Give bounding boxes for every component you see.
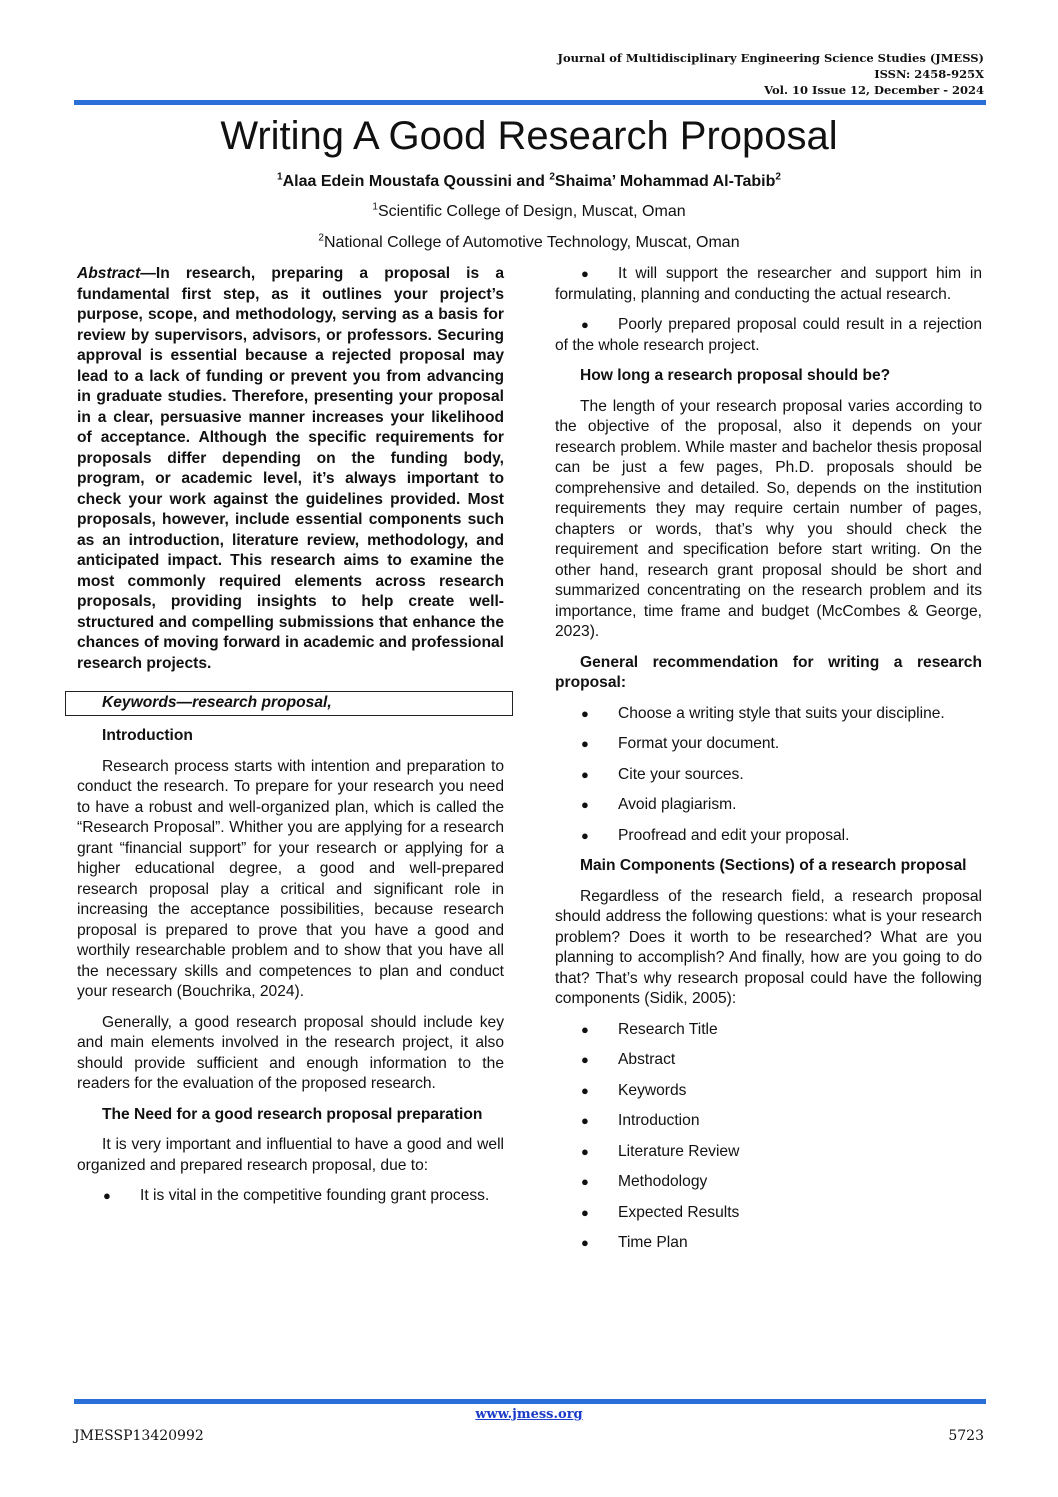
bullet-icon: ●	[103, 1188, 111, 1203]
list-item-text: Choose a writing style that suits your discipline.	[618, 704, 945, 722]
journal-header	[384, 50, 984, 98]
list-item	[555, 1172, 982, 1193]
introduction-paragraph-1: Research process starts with intention and preparation to conduct the research. To prepare for your research you need to have a robust and well-organized plan, which is called the “Research Proposal”. Whither you are applying for a research grant “financial support” for your research or applying for a higher educational degree, a good and well-prepared research proposal play a critical and significant role in increasing the acceptance possibilities, because research proposal is prepared to prove that you have a good and worthily researchable problem and to show that you have all the necessary skills and competences to plan and conduct your research (Bouchrika, 2024).	[77, 757, 504, 1000]
general-heading: General recommendation for writing a research proposal:	[555, 653, 982, 691]
list-item-text: Literature Review	[618, 1142, 740, 1160]
bullet-icon: ●	[581, 736, 589, 751]
affiliation-2-text: National College of Automotive Technology, Muscat, Oman	[323, 234, 740, 251]
bullet-icon: ●	[581, 1052, 589, 1067]
list-item-text: Time Plan	[618, 1234, 688, 1251]
list-item-text: Expected Results	[618, 1203, 740, 1221]
bullet-icon: ●	[581, 1082, 589, 1098]
footer-rule	[74, 1399, 986, 1404]
list-item	[555, 826, 982, 847]
list-item	[555, 1142, 982, 1163]
bullet-icon: ●	[581, 1113, 589, 1128]
list-item-text: Proofread and edit your proposal.	[618, 826, 850, 844]
list-item	[555, 1081, 982, 1102]
bullet-icon: ●	[581, 1204, 589, 1220]
abstract-text: —In research, preparing a proposal is a fundamental first step, as it outlines your project’s purpose, scope, and methodology, serving as a basis for review by supervisors, advisors, or professors. Securing approval is essential because a rejected proposal may lead to a lack of funding or prevent you from advancing in graduate studies. Therefore, presenting your proposal in a clear, persuasive manner increases your likelihood of acceptance. Although the specific requirements for proposals differ depending on the funding body, program, or academic level, it’s always important to check your work against the guidelines provided. Most proposals, however, include essential components such as an introduction, literature review, methodology, and anticipated impact. This research aims to examine the most commonly required elements across research proposals, providing insights to help create well-structured and compelling submissions that enhance the chances of moving forward in academic and professional research projects.	[77, 265, 504, 672]
list-item	[555, 1050, 982, 1071]
list-item	[555, 1203, 982, 1224]
list-item	[555, 1111, 982, 1132]
list-item	[555, 315, 982, 356]
bullet-icon: ●	[581, 766, 589, 782]
length-heading: How long a research proposal should be?	[580, 367, 891, 384]
list-item-text: Cite your sources.	[618, 765, 744, 783]
bullet-icon: ●	[581, 1174, 589, 1189]
affiliation-1-text: Scientific College of Design, Muscat, Oman	[377, 203, 686, 220]
list-item-text: Introduction	[618, 1112, 700, 1129]
keywords-box: Keywords—research proposal,	[65, 691, 513, 716]
components-paragraph: Regardless of the research field, a research proposal should address the following questions: what is your research problem? Does it worth to be researched? What are you planning to accomplish? And finally, how are you going to do that? That’s why research proposal could have the following components (Sidik, 2005):	[555, 887, 982, 1007]
author2-superscript: 2	[549, 171, 555, 183]
journal-website-link[interactable]: www.jmess.org	[475, 1407, 583, 1422]
list-item-text: Keywords	[618, 1081, 687, 1099]
introduction-heading: Introduction	[102, 727, 193, 744]
list-item-text: Poorly prepared proposal could result in a rejection of the whole research project.	[555, 316, 982, 354]
list-item	[77, 1186, 504, 1207]
left-column	[77, 264, 504, 1217]
bullet-icon: ●	[581, 266, 589, 281]
need-heading: The Need for a good research proposal preparation	[102, 1105, 483, 1123]
introduction-paragraph-2: Generally, a good research proposal should include key and main elements involved in the research project, it also should provide sufficient and enough information to the readers for the evaluation of the proposed research.	[77, 1013, 504, 1092]
affiliation-1	[0, 202, 1058, 222]
affiliation-2-superscript: 2	[318, 232, 324, 244]
bullet-icon: ●	[581, 1235, 589, 1250]
header-rule	[74, 100, 986, 105]
author2-affil-superscript: 2	[775, 171, 781, 183]
bullet-icon: ●	[581, 797, 589, 812]
list-item-text: It is vital in the competitive founding grant process.	[140, 1187, 490, 1204]
author1-name: Alaa Edein Moustafa Qoussini and	[282, 173, 550, 190]
abstract	[77, 264, 504, 674]
right-column	[555, 264, 982, 1264]
list-item	[555, 1020, 982, 1041]
journal-name: Journal of Multidisciplinary Engineering Science Studies (JMESS)	[557, 51, 984, 65]
author2-name: Shaima’ Mohammad Al-Tabib	[554, 173, 776, 190]
author1-superscript: 1	[277, 171, 283, 183]
author-line	[0, 172, 1058, 192]
list-item	[555, 704, 982, 725]
bullet-icon: ●	[581, 1143, 589, 1159]
length-paragraph: The length of your research proposal varies according to the objective of the proposal, also it depends on your research problem. While master and bachelor thesis proposal can be just a few pages, Ph.D. proposals should be comprehensive and detailed. So, depends on the institution requirements they may require certain number of pages, chapters or words, that’s why you should check the requirement and specification before start writing. On the other hand, research grant proposal should be short and summarized concentrating on the research problem and its importance, time frame and budget (McCombes & George, 2023).	[555, 397, 982, 640]
bullet-icon: ●	[581, 317, 589, 332]
list-item-text: Avoid plagiarism.	[618, 796, 737, 813]
list-item	[555, 264, 982, 305]
journal-volume: Vol. 10 Issue 12, December - 2024	[764, 83, 984, 97]
bullet-icon: ●	[581, 827, 589, 843]
list-item-text: It will support the researcher and support him in formulating, planning and conducting the actual research.	[555, 265, 982, 303]
list-item	[555, 795, 982, 816]
affiliation-1-superscript: 1	[372, 201, 378, 213]
list-item	[555, 1233, 982, 1254]
list-item-text: Research Title	[618, 1020, 718, 1038]
list-item-text: Format your document.	[618, 735, 780, 752]
bullet-icon: ●	[581, 1021, 589, 1037]
need-paragraph: It is very important and influential to have a good and well organized and prepared research proposal, due to:	[77, 1136, 504, 1174]
components-heading: Main Components (Sections) of a research proposal	[580, 857, 967, 874]
list-item-text: Methodology	[618, 1173, 708, 1190]
journal-issn: ISSN: 2458-925X	[874, 67, 984, 81]
abstract-label: Abstract	[77, 265, 141, 282]
paper-id: JMESSP13420992	[74, 1428, 204, 1444]
page-number: 5723	[948, 1428, 984, 1444]
list-item-text: Abstract	[618, 1051, 676, 1068]
list-item	[555, 765, 982, 786]
bullet-icon: ●	[581, 705, 589, 721]
affiliation-2	[0, 233, 1058, 253]
paper-title: Writing A Good Research Proposal	[220, 114, 838, 158]
list-item	[555, 734, 982, 755]
